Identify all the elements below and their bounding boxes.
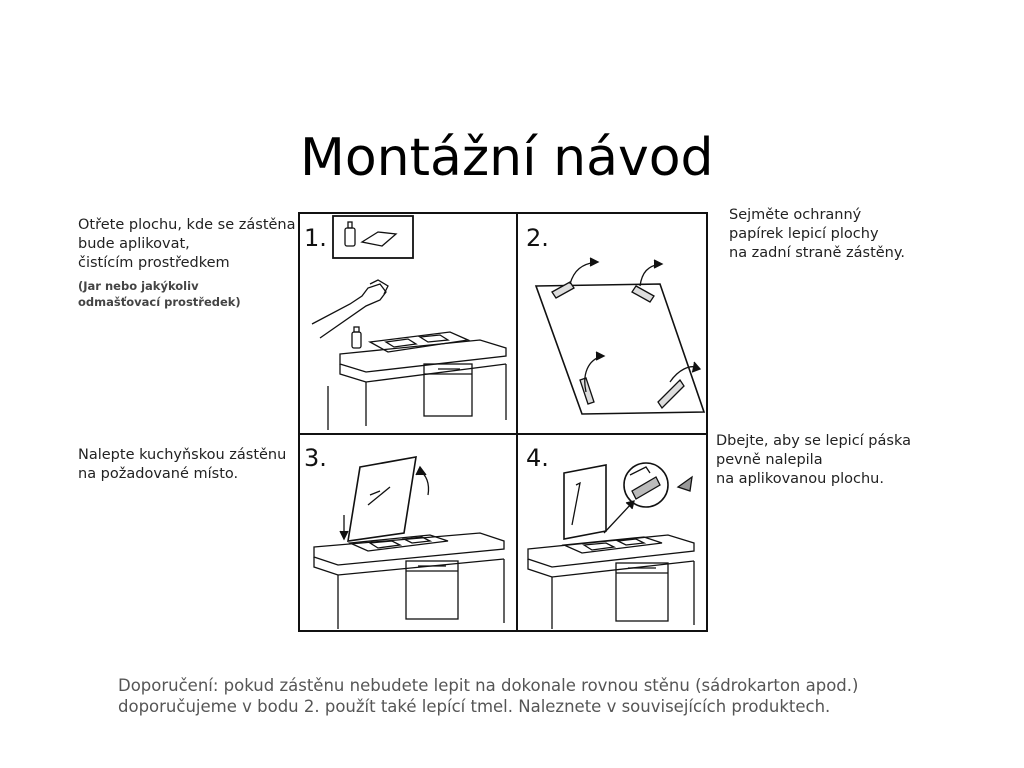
step-1-text [78,216,296,273]
step-4-line-2: pevně nalepila [716,452,823,468]
page-title: Montážní návod [300,128,714,188]
step-3-illustration [300,435,516,631]
step-1-illustration [300,214,516,432]
step-2-number: 2. [526,224,549,252]
step-4-text [716,432,911,489]
step-2-line-2: papírek lepicí plochy [729,226,879,242]
step-2-line-3: na zadní straně zástěny. [729,245,905,261]
step-1-sub-line-1: (Jar nebo jakýkoliv [78,279,199,293]
step-2-line-1: Sejměte ochranný [729,207,862,223]
step-1-line-1: Otřete plochu, kde se zástěna [78,217,296,233]
step-1-sub-line-2: odmašťovací prostředek) [78,295,241,309]
step-1-subtext [78,278,241,310]
step-3-line-2: na požadované místo. [78,466,239,482]
step-4-number: 4. [526,444,549,472]
recommendation-note [118,675,858,717]
step-1-line-3: čistícím prostředkem [78,255,230,271]
step-1-line-2: bude aplikovat, [78,236,190,252]
step-3-line-1: Nalepte kuchyňskou zástěnu [78,447,287,463]
step-4-illustration [518,435,708,631]
step-2-illustration [518,214,708,432]
step-3-number: 3. [304,444,327,472]
step-1-number: 1. [304,224,327,252]
step-2-text [729,206,905,263]
step-4-line-1: Dbejte, aby se lepicí páska [716,433,911,449]
recommendation-line-1: Doporučení: pokud zástěnu nebudete lepit na dokonale rovnou stěnu (sádrokarton apod.) [118,676,859,695]
recommendation-line-2: doporučujeme v bodu 2. použít také lepící tmel. Naleznete v souvisejících produktech. [118,697,831,716]
step-3-text [78,446,286,484]
step-4-line-3: na aplikovanou plochu. [716,471,884,487]
